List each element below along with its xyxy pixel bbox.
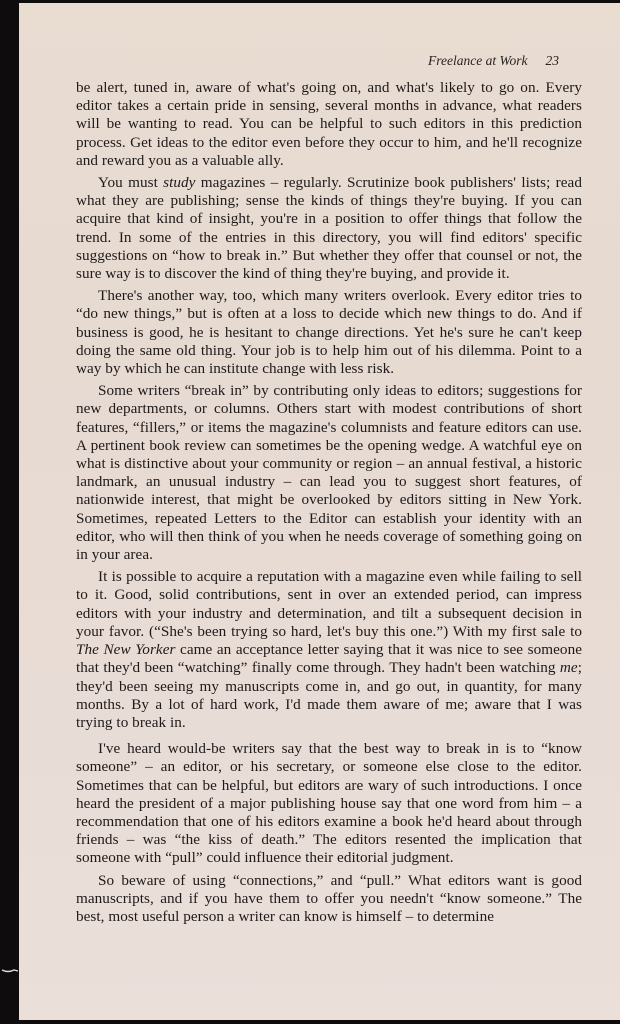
paragraph-text: Some writers “break in” by contributing only ideas to editors; suggestions for new departments, or columns. Others start with modest contributions of short features, “fillers,” or items the magazine's columnists and feature editors can use. A pertinent book review can sometimes be the opening wedge. A watchful eye on what is distinctive about your community or region – an annual festival, a historic landmark, an unusual industry – can lead you to suggest short features, of nationwide interest, that might be overlooked by editors sitting in New York. Sometimes, repeated Letters to the Editor can establish your identity with an editor, who will then think of you when he needs coverage of something going on in your area.: [76, 382, 582, 564]
paragraph-text: ; they'd been seeing my manuscripts come in, and go out, in quantity, for many months. By a lot of hard work, I'd made them aware of me; aware that I was trying to break in.: [76, 659, 582, 731]
paragraph-text: came an acceptance letter saying that it was nice to see someone that they'd been “watching” finally come through. They hadn't been watching: [76, 641, 582, 677]
body-text: [76, 79, 582, 930]
paragraph-know-someone: [76, 740, 582, 867]
running-title: Freelance at Work: [428, 53, 528, 68]
emphasis-study: study: [163, 174, 196, 192]
paragraph-text: So beware of using “connections,” and “pull.” What editors want is good manuscripts, and if you have them to offer you needn't “know someone.” The best, most useful person a writer can know is himself – to determine: [76, 871, 582, 925]
paragraph-text: be alert, tuned in, aware of what's going on, and what's likely to go on. Every editor takes a certain pride in sensing, several months in advance, what readers will be wanting to read. You can be helpful to such editors in this prediction process. Get ideas to the editor even before they occur to him, and he'll recognize and reward you as a valuable ally.: [76, 79, 582, 169]
paragraph-text: magazines – regularly. Scrutinize book publishers' lists; read what they are publishing; sense the kinds of things they're buying. If you can acquire that kind of insight, you're in a position to offer things that follow the trend. In some of the entries in this directory, you will find editors' specific suggestions on “how to break in.” But whether they offer that counsel or not, the sure way is to discover the kind of thing they're buying, and provide it.: [76, 174, 582, 283]
paragraph-beware-connections: [76, 872, 582, 927]
emphasis-me: me: [559, 659, 578, 677]
magazine-title-new-yorker: The New Yorker: [76, 641, 176, 659]
paragraph-study-magazines: [76, 174, 582, 283]
paragraph-break-in-ideas: [76, 382, 582, 564]
paragraph-continuation: [76, 79, 582, 170]
paragraph-text: I've heard would-be writers say that the best way to break in is to “know someone” – an editor, or his secretary, or someone else close to the editor. Sometimes that can be helpful, but editors are wary of such introductions. I once heard the president of a major publishing house say that one word from him – a recommendation that one of his editors examine a book he'd heard about through friends – was “the kiss of death.” The editors resented the implication that someone with “pull” could influence their editorial judgment.: [76, 740, 582, 867]
paragraph-another-way: [76, 287, 582, 378]
paragraph-text: It is possible to acquire a reputation with a magazine even while failing to sell to it. Good, solid contributions, sent in over an extended period, can impress editors with your industry and determination, and tilt a subsequent decision in your favor. (“She's been trying so hard, let's buy this one.”) With my first sale to: [76, 568, 582, 640]
page-number: 23: [545, 53, 559, 68]
scan-edge-mark: [0, 968, 20, 974]
book-page: [19, 3, 620, 1020]
paragraph-reputation: [76, 568, 582, 732]
paragraph-text: You must: [98, 174, 164, 192]
paragraph-text: There's another way, too, which many writers overlook. Every editor tries to “do new things,” but is often at a loss to decide which new things to do. And if business is good, he is hesitant to change directions. Yet he's sure he can't keep doing the same old thing. Your job is to help him out of his dilemma. Point to a way by which he can institute change with less risk.: [76, 287, 582, 378]
running-header: [428, 53, 559, 69]
